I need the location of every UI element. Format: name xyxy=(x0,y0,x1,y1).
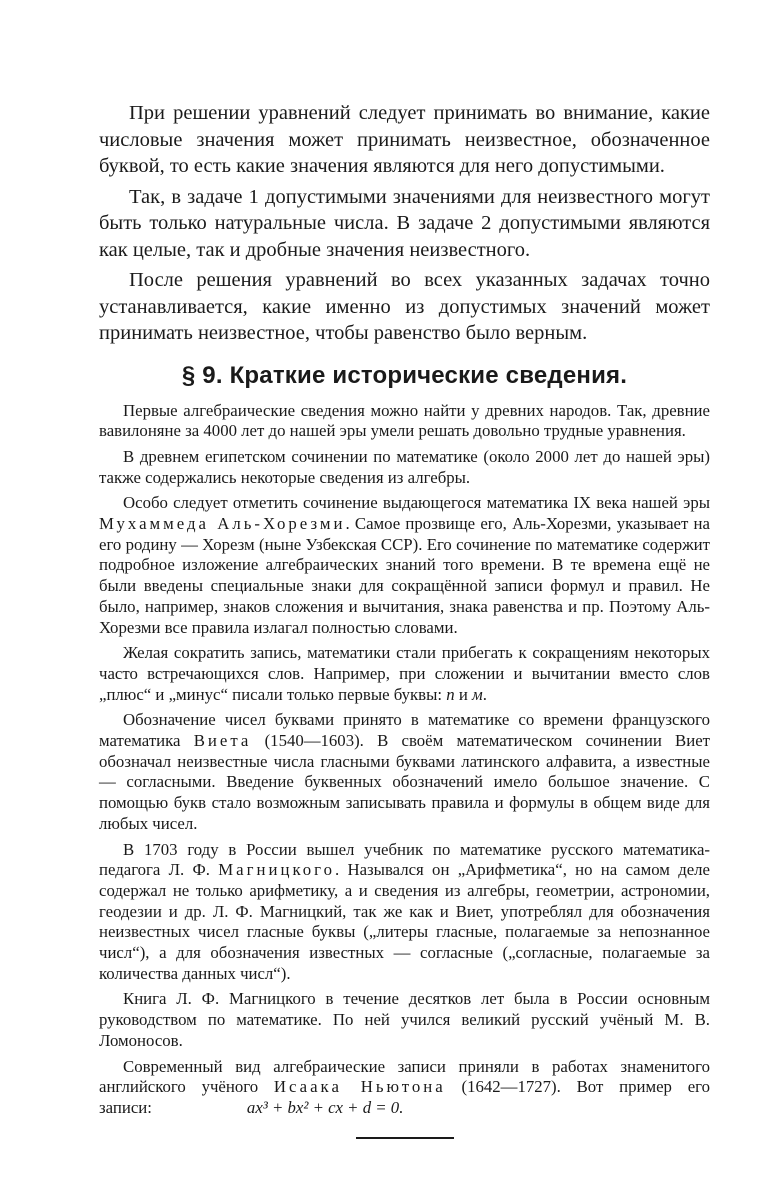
history-paragraph xyxy=(99,1057,710,1119)
paragraph-text: . Назывался он „Арифметика“, но на самом деле содержал не только арифметику, а и сведения из алгебры, геометрии, астрономии, геодезии и др. Л. Ф. Магницкий, так же как и Виет, употреблял для обозначения неизвестных чисел гласные буквы („литеры гласные, полагаемые за непознанное числ“), а для обозначения известных — согласные („согласные, полагаемые за количества данных числ“). xyxy=(99,860,711,983)
end-rule xyxy=(356,1137,454,1139)
page-content xyxy=(99,100,710,1139)
section-heading: § 9. Краткие исторические сведения. xyxy=(181,361,628,389)
letter-m: м xyxy=(472,684,483,704)
newton-formula: ax³ + bx² + cx + d = 0. xyxy=(246,1098,404,1117)
history-paragraph: Книга Л. Ф. Магницкого в течение десятков лет была в России основным руководством по математике. По ней учился великий русский учёный М. В. Ломоносов. xyxy=(99,989,710,1050)
history-paragraph xyxy=(99,710,710,834)
history-section xyxy=(99,401,710,1119)
intro-section xyxy=(99,100,710,347)
person-name: Мухаммеда Аль-Хорезми xyxy=(99,514,346,534)
paragraph-text: Современный вид алгебраические записи приняли в работах знаменитого английского учёного xyxy=(99,1056,710,1097)
history-paragraph xyxy=(99,840,710,985)
intro-paragraph: После решения уравнений во всех указанных задачах точно устанавливается, какие именно из допустимых значений может принимать неизвестное, чтобы равенство было верным. xyxy=(99,269,710,344)
person-name: Магницкого xyxy=(218,860,335,880)
paragraph-text: В 1703 году в России вышел учебник по математике русского математика-педагога Л. Ф. xyxy=(99,839,710,880)
person-name: Виета xyxy=(193,731,252,751)
history-paragraph xyxy=(99,493,710,638)
intro-paragraph: Так, в задаче 1 допустимыми значениями для неизвестного могут быть только натуральные числа. В задаче 2 допустимыми являются как целые, так и дробные значения неизвестного. xyxy=(99,185,710,261)
paragraph-text: (1540—1603). В своём математическом сочинении Виет обозначал неизвестные числа гласными буквами латинского алфавита, а известные — согласными. Введение буквенных обозначений имело большое значение. С помощью букв стало возможным записывать правила и формулы в общем виде для любых чисел. xyxy=(99,731,710,833)
history-paragraph: В древнем египетском сочинении по математике (около 2000 лет до нашей эры) также содержались некоторые сведения из алгебры. xyxy=(99,446,710,487)
history-paragraph xyxy=(99,643,710,705)
paragraph-text: Желая сократить запись, математики стали прибегать к сокращениям некоторых часто встречающихся слов. Например, при сложении и вычитании вместо слов „плюс“ и „минус“ писали только первые буквы: xyxy=(99,643,710,704)
paragraph-text: и xyxy=(454,684,473,704)
intro-paragraph: При решении уравнений следует принимать во внимание, какие числовые значения может принимать неизвестное, обозначенное буквой, то есть какие значения являются для него допустимыми. xyxy=(99,102,710,177)
paragraph-text: Особо следует отметить сочинение выдающегося математика IX века нашей эры xyxy=(123,493,710,513)
paragraph-text: Обозначение чисел буквами принято в математике со времени французского математика xyxy=(99,710,710,751)
history-paragraph: Первые алгебраические сведения можно найти у древних народов. Так, древние вавилоняне за 4000 лет до нашей эры умели решать довольно трудные уравнения. xyxy=(99,400,710,441)
paragraph-text: . Самое прозвище его, Аль-Хорезми, указывает на его родину — Хорезм (ныне Узбекская ССР). Его сочинение по математике содержит подробное изложение алгебраических знаний того времени. В те времена ещё не были введены специальные знаки для сокращённой записи формул и правил. Не было, например, знаков сложения и вычитания, знака равенства и пр. Поэтому Аль-Хорезми все правила излагал полностью словами. xyxy=(99,514,710,637)
person-name: Исаака Ньютона xyxy=(273,1077,446,1097)
letter-p: п xyxy=(446,684,455,704)
paragraph-text: . xyxy=(482,684,487,704)
paragraph-text: (1642—1727). Вот пример его записи: xyxy=(99,1077,711,1117)
